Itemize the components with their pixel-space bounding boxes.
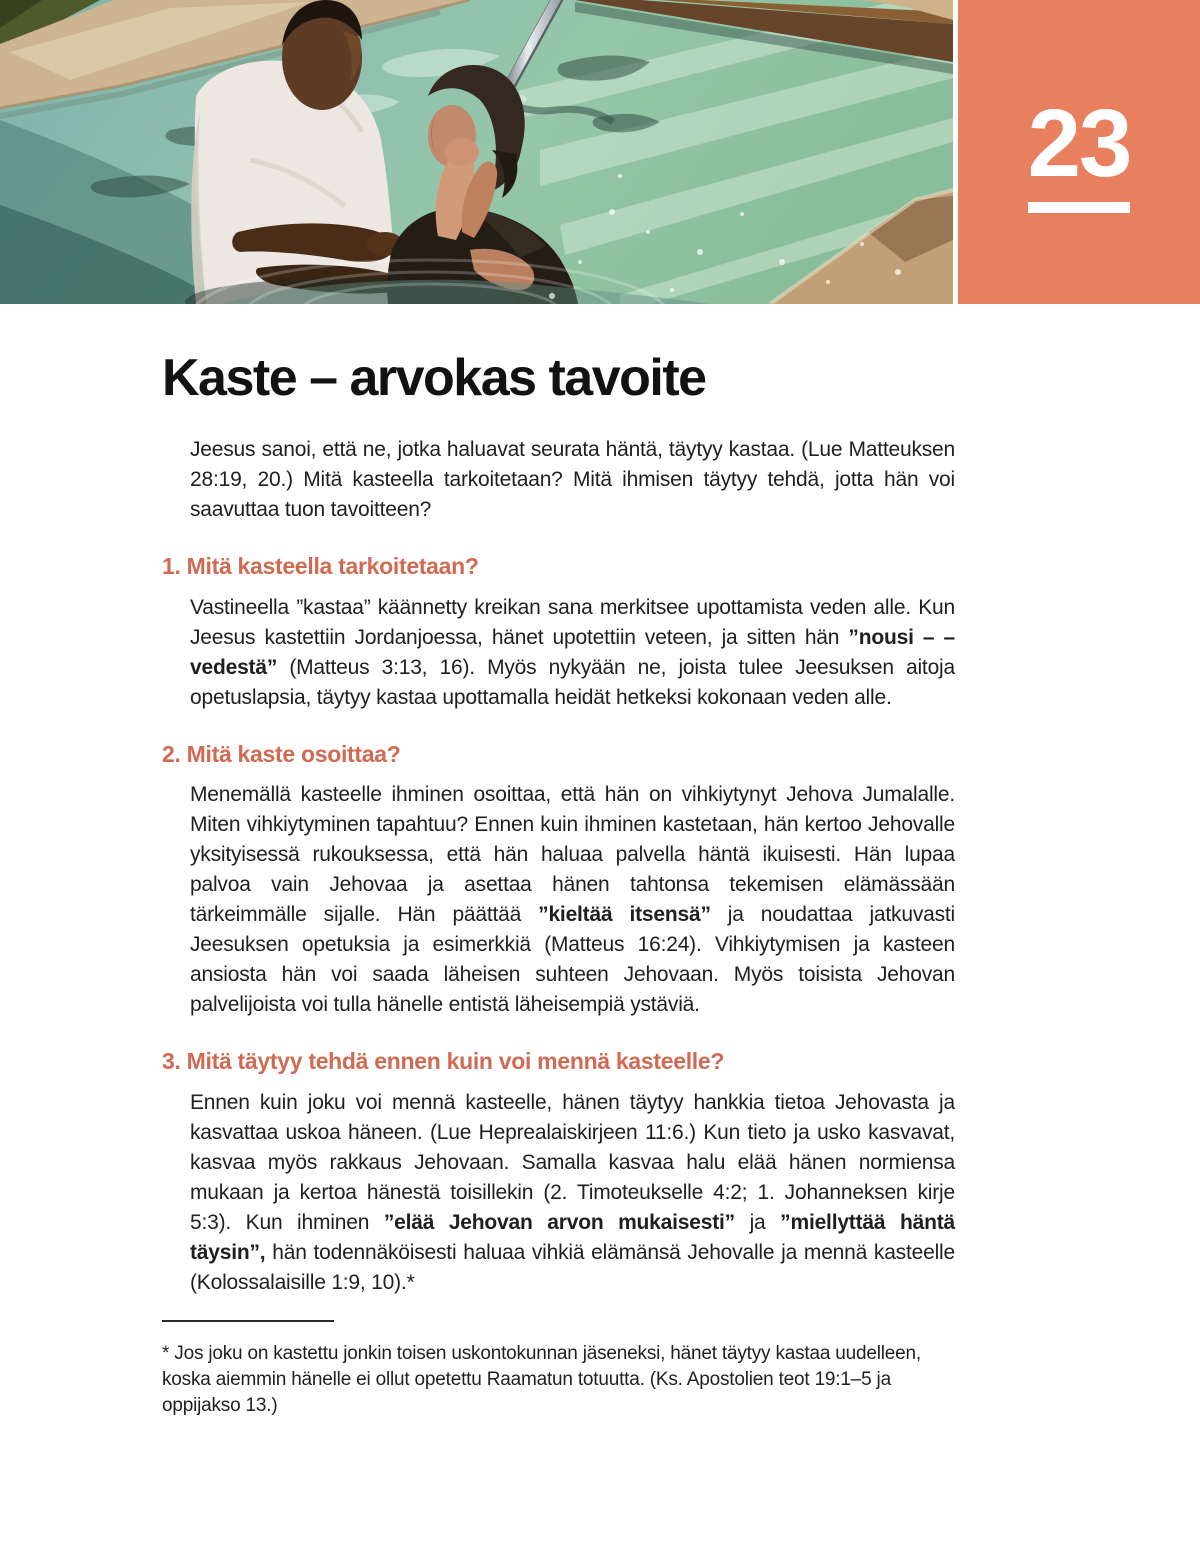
page-title: Kaste – arvokas tavoite [162,349,706,407]
section-1-paragraph: Vastineella ”kastaa” käännetty kreikan sana merkitsee upottamista veden alle. Kun Jeesus kastettiin Jordanjoessa, hänet upotettiin veteen, ja sitten hän ”nousi – – vedestä” (Matteus 3:13, 16). Myös nykyään ne, joista tulee Jeesuksen aitoja opetuslapsia, täytyy kastaa upottamalla heidät hetkeksi kokonaan veden alle. [190,595,955,709]
footnote-divider [162,1320,334,1322]
page-header [0,0,1200,304]
chapter-number: 23 [1027,90,1131,197]
section-3-heading: 3. Mitä täytyy tehdä ennen kuin voi mennä kasteelle? [162,1048,725,1075]
section-2-heading: 2. Mitä kaste osoittaa? [162,740,401,767]
lesson-article [162,350,955,1419]
intro-paragraph: Jeesus sanoi, että ne, jotka haluavat seurata häntä, täytyy kastaa. (Lue Matteuksen 28:19, 20.) Mitä kasteella tarkoitetaan? Mitä ihmisen täytyy tehdä, jotta hän voi saavuttaa tuon tavoitteen? [190,438,955,522]
section-3-paragraph: Ennen kuin joku voi mennä kasteelle, hänen täytyy hankkia tietoa Jehovasta ja kasvattaa uskoa häneen. (Lue Heprealaiskirjeen 11:6.) Kun tieto ja usko kasvavat, kasvaa myös rakkaus Jehovaan. Samalla kasvaa halu elää hänen normiensa mukaan ja kertoa hänestä toisillekin (2. Timoteukselle 4:2; 1. Johanneksen kirje 5:3). Kun ihminen ”elää Jehovan arvon mukaisesti” ja ”miellyttää häntä täysin”, hän todennäköisesti haluaa vihkiä elämänsä Jehovalle ja mennä kasteelle (Kolossalaisille 1:9, 10).* [190,1090,955,1294]
baptism-photo [0,0,953,304]
chapter-number-underline [1028,202,1130,213]
footnote-text: * Jos joku on kastettu jonkin toisen uskontokunnan jäseneksi, hänet täytyy kastaa uudelleen, koska aiemmin hänelle ei ollut opetettu Raamatun totuutta. (Ks. Apostolien teot 19:1–5 ja oppijakso 13.) [162,1342,921,1416]
section-1-heading: 1. Mitä kasteella tarkoitetaan? [162,553,479,580]
chapter-number-badge [958,0,1200,304]
section-2-paragraph: Menemällä kasteelle ihminen osoittaa, että hän on vihkiytynyt Jehova Jumalalle. Miten vihkiytyminen tapahtuu? Ennen kuin ihminen kastetaan, hän kertoo Jehovalle yksityisessä rukouksessa, että hän haluaa palvella häntä ikuisesti. Hän lupaa palvoa vain Jehovaa ja asettaa hänen tahtonsa tekemisen elämässään tärkeimmälle sijalle. Hän päättää ”kieltää itsensä” ja noudattaa jatkuvasti Jeesuksen opetuksia ja esimerkkiä (Matteus 16:24). Vihkiytymisen ja kasteen ansiosta hän voi saada läheisen suhteen Jehovaan. Myös toisista Jehovan palvelijoista voi tulla hänelle entistä läheisempiä ystäviä. [190,783,956,1017]
